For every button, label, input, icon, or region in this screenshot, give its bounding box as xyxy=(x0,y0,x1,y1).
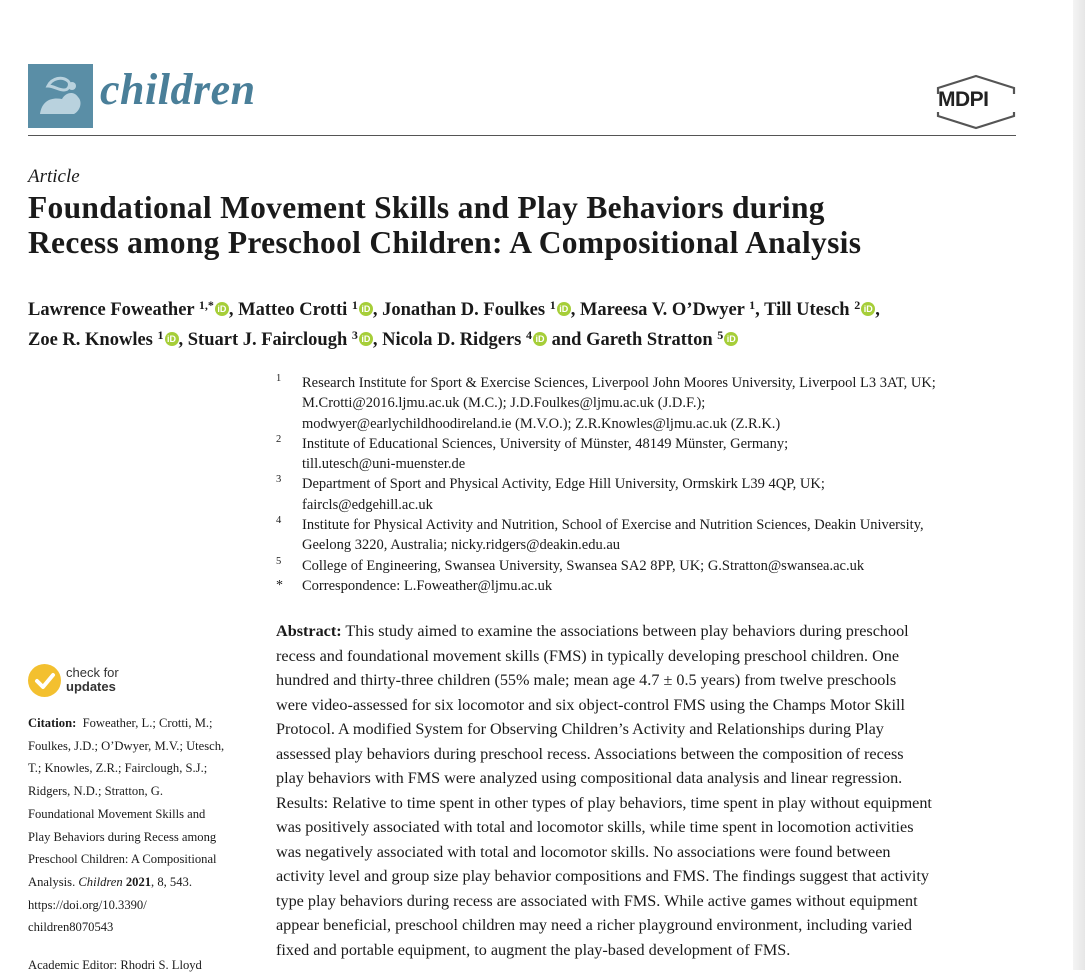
abstract-line: was negatively associated with total and locomotor skills. No associations were found between xyxy=(276,842,891,861)
orcid-icon[interactable]: iD xyxy=(861,302,875,316)
affiliation-line: Institute of Educational Sciences, University of Münster, 48149 Münster, Germany; xyxy=(302,435,789,452)
citation-block xyxy=(28,712,260,939)
affiliation-marker: 5 xyxy=(717,328,724,342)
author-name[interactable]: Lawrence Foweather xyxy=(28,300,199,320)
author-separator: , xyxy=(178,330,188,350)
abstract-line: assessed play behaviors during preschool recess. Associations between the composition of recess xyxy=(276,744,904,763)
orcid-icon[interactable]: iD xyxy=(557,302,571,316)
correspondence-marker: * xyxy=(276,577,283,593)
citation-year: 2021 xyxy=(125,874,152,889)
author-separator: , xyxy=(372,300,383,320)
publisher-name: MDPI xyxy=(938,88,989,111)
affiliation-marker: 1 xyxy=(157,328,164,342)
paper-title xyxy=(28,190,1028,260)
abstract-line: hundred and thirty-three children (55% male; mean age 4.7 ± 0.5 years) from twelve preschools xyxy=(276,671,897,689)
author-name[interactable]: Zoe R. Knowles xyxy=(28,330,158,350)
author-separator: , xyxy=(755,300,765,320)
orcid-icon[interactable]: iD xyxy=(359,302,373,316)
abstract-line: was positively associated with total and locomotor skills, while time spent in locomotion activities xyxy=(276,818,914,836)
orcid-icon[interactable]: iD xyxy=(165,332,179,346)
author-separator: and xyxy=(546,330,587,350)
doi-link[interactable]: https://doi.org/10.3390/ xyxy=(28,897,147,912)
author-name[interactable]: Matteo Crotti xyxy=(238,300,352,320)
author-line xyxy=(28,323,1028,353)
abstract-line: fixed and portable equipment, to augment the play-based development of FMS. xyxy=(276,940,791,959)
affiliation-item xyxy=(276,434,1036,475)
affiliation-marker: 3 xyxy=(351,328,358,342)
abstract-line: Results: Relative to time spent in other types of play behaviors, time spent in play without equipment xyxy=(276,793,932,812)
affiliation-marker: 4 xyxy=(525,328,532,342)
journal-name: children xyxy=(100,65,256,114)
citation-line xyxy=(28,712,260,735)
affiliation-line: till.utesch@uni-muenster.de xyxy=(302,456,466,473)
abstract-label: Abstract: xyxy=(276,622,342,640)
affiliation-line: faircls@edgehill.ac.uk xyxy=(302,496,433,513)
academic-editor: Academic Editor: Rhodri S. Lloyd xyxy=(28,958,202,972)
check-updates-label xyxy=(66,666,119,694)
citation-line: Preschool Children: A Compositional xyxy=(28,852,217,867)
check-updates-line: updates xyxy=(66,679,116,694)
affiliation-item xyxy=(276,556,1036,576)
page-edge xyxy=(1073,0,1085,970)
citation-line: Ridgers, N.D.; Stratton, G. xyxy=(28,784,164,799)
affiliation-line: M.Crotti@2016.ljmu.ac.uk (M.C.); J.D.Foulkes@ljmu.ac.uk (J.D.F.); xyxy=(302,395,706,412)
affiliation-marker: 1,* xyxy=(198,298,214,312)
affiliation-marker: 2 xyxy=(854,298,861,312)
affiliation-item xyxy=(276,474,1036,515)
affiliation-line: Institute for Physical Activity and Nutrition, School of Exercise and Nutrition Sciences, Deakin University, xyxy=(302,517,924,534)
author-name[interactable]: Nicola D. Ridgers xyxy=(382,330,526,350)
affiliation-number: 1 xyxy=(276,373,282,384)
affiliation-item xyxy=(276,515,1036,556)
abstract-text: This study aimed to examine the associations between play behaviors during preschool xyxy=(341,622,909,640)
abstract-line: were video-assessed for six locomotor and six object-control FMS using the Champs Motor Skill xyxy=(276,695,905,714)
abstract-line: activity level and group size play behavior compositions and FMS. The findings suggest that activity xyxy=(276,867,929,885)
affiliation-marker: 1 xyxy=(351,298,358,312)
author-list xyxy=(28,293,1028,353)
abstract xyxy=(276,619,1021,962)
check-updates-line: check for xyxy=(66,665,119,680)
citation-line: Play Behaviors during Recess among xyxy=(28,829,217,844)
affiliation-number: 4 xyxy=(276,515,282,527)
abstract-line: play behaviors with FMS were analyzed using compositional data analysis and linear regression. xyxy=(276,769,903,787)
affiliation-line: modwyer@earlychildhoodireland.ie (M.V.O.); Z.R.Knowles@ljmu.ac.uk (Z.R.K.) xyxy=(302,415,781,432)
affiliations xyxy=(276,373,1036,596)
abstract-line: appear beneficial, preschool children may need a richer playground environment, including varied xyxy=(276,916,913,934)
affiliation-number: 5 xyxy=(276,555,282,567)
affiliation-line: Geelong 3220, Australia; nicky.ridgers@deakin.edu.au xyxy=(302,537,621,554)
affiliation-number: 3 xyxy=(276,474,282,486)
author-separator: , xyxy=(875,300,880,320)
author-name[interactable]: Jonathan D. Foulkes xyxy=(382,300,550,320)
affiliation-line: Department of Sport and Physical Activity, Edge Hill University, Ormskirk L39 4QP, UK; xyxy=(302,476,825,493)
abstract-line: recess and foundational movement skills (FMS) in typically developing preschool children. One xyxy=(276,646,900,665)
article-type: Article xyxy=(28,166,80,187)
author-separator: , xyxy=(228,300,239,320)
orcid-icon[interactable]: iD xyxy=(533,332,547,346)
author-name[interactable]: Stuart J. Fairclough xyxy=(187,330,352,350)
correspondence-email[interactable]: Correspondence: L.Foweather@ljmu.ac.uk xyxy=(302,577,553,594)
journal-logo-icon xyxy=(28,64,93,128)
citation-line: Foundational Movement Skills and xyxy=(28,806,206,821)
affiliation-line: College of Engineering, Swansea University, Swansea SA2 8PP, UK; G.Stratton@swansea.ac.uk xyxy=(302,557,865,574)
affiliation-marker: 1 xyxy=(549,298,556,312)
affiliation-line: Research Institute for Sport & Exercise Sciences, Liverpool John Moores University, Liverpool L3 3AT, UK; xyxy=(302,375,936,391)
author-name[interactable]: Mareesa V. O’Dwyer xyxy=(579,300,750,320)
abstract-line: type play behaviors during recess are associated with FMS. While active games without equipment xyxy=(276,891,918,910)
affiliation-marker: 1 xyxy=(749,298,756,312)
orcid-icon[interactable]: iD xyxy=(724,332,738,346)
affiliation-number: 2 xyxy=(276,433,282,445)
author-name[interactable]: Gareth Stratton xyxy=(586,330,718,350)
citation-line: T.; Knowles, Z.R.; Fairclough, S.J.; xyxy=(28,761,208,776)
citation-text: Analysis. xyxy=(28,874,79,889)
abstract-line: Protocol. A modified System for Observing Children’s Activity and Relationships during Play xyxy=(276,720,884,738)
author-separator: , xyxy=(570,300,580,320)
author-separator: , xyxy=(372,330,383,350)
header-divider xyxy=(28,135,1016,136)
correspondence xyxy=(276,576,1036,596)
citation-line: Foulkes, J.D.; O’Dwyer, M.V.; Utesch, xyxy=(28,738,225,753)
citation-line xyxy=(28,871,260,894)
orcid-icon[interactable]: iD xyxy=(359,332,373,346)
check-for-updates-button[interactable] xyxy=(28,664,178,698)
abstract-line xyxy=(276,619,1021,644)
citation-text: , 8, 543. xyxy=(151,874,192,889)
title-line: Recess among Preschool Children: A Compositional Analysis xyxy=(28,225,862,260)
orcid-icon[interactable]: iD xyxy=(215,302,229,316)
doi-link[interactable]: children8070543 xyxy=(28,920,114,935)
checkmark-icon xyxy=(28,664,61,697)
title-line: Foundational Movement Skills and Play Behaviors during xyxy=(28,190,825,225)
citation-label: Citation: xyxy=(28,716,77,730)
author-line xyxy=(28,293,1028,323)
affiliation-item xyxy=(276,373,1036,434)
citation-journal: Children xyxy=(78,874,123,889)
citation-text: Foweather, L.; Crotti, M.; xyxy=(76,716,213,730)
author-name[interactable]: Till Utesch xyxy=(764,300,855,320)
